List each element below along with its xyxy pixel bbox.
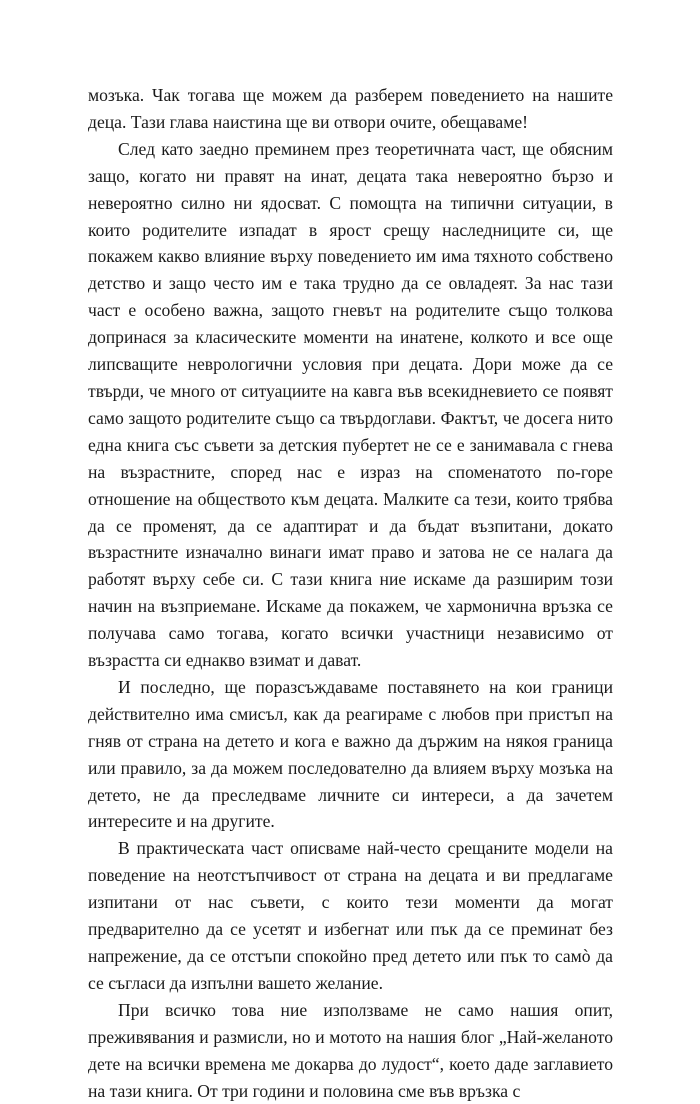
paragraph-4: В практическата част описваме най-често срещаните модели на поведение на неотстъпчивост от страна на децата и ви предлагаме изпитани от нас съвети, с които тези моменти да могат предварително да се усетят и избегнат или пък да се преминат без напрежение, да се отстъпи спокойно пред детето или пък то самò да се съгласи да изпълни вашето желание.: [88, 838, 613, 993]
paragraph-3: И последно, ще поразсъждаваме поставянето на кои граници действително има смисъл, как да реагираме с любов при пристъп на гняв от страна на детето и кога е важно да държим на някоя граница или правило, за да можем последователно да влияем върху мозъка на детето, не да преследваме личните си интереси, а да зачетем интересите и на другите.: [88, 676, 613, 832]
body-text: [88, 82, 613, 1104]
paragraph-2: След като заедно преминем през теоретичната част, ще обясним защо, когато ни правят на инат, децата така невероятно бързо и невероятно силно ни ядосват. С помощта на типични ситуации, в които родителите изпадат в ярост срещу наследниците си, ще покажем какво влияние върху поведението им има тяхното собствено детство и защо често им е така трудно да се овладеят. За нас тази част е особено важна, защото гневът на родителите също толкова допринася за класическите моменти на инатене, колкото и все още липсващите неврологични условия при децата. Дори може да се твърди, че много от ситуациите на кавга във всекидневието се появят само защото родителите също са твърдоглави. Фактът, че досега нито една книга със съвети за детския пубертет не се е занимавала с гнева на възрастните, според нас е израз на споменатото по-горе отношение на обществото към децата. Малките са тези, които трябва да се променят, да се адаптират и да бъдат възпитани, докато възрастните изначално винаги имат право и затова не се налага да работят върху себе си. С тази книга ние искаме да разширим този начин на възприемане. Искаме да покажем, че хармонична връзка се получава само тогава, когато всички участници независимо от възрастта си еднакво взимат и дават.: [88, 138, 613, 671]
paragraph-5: При всичко това ние използваме не само нашия опит, преживявания и размисли, но и мотото на нашия блог „Най-желаното дете на всички времена ме докарва до лудост“, което даде заглавието на тази книга. От три години и половина сме във връзка с: [88, 999, 613, 1101]
paragraph-1: мозъка. Чак тогава ще можем да разберем поведението на нашите деца. Тази глава наистина ще ви отвори очите, обещаваме!: [88, 85, 613, 132]
